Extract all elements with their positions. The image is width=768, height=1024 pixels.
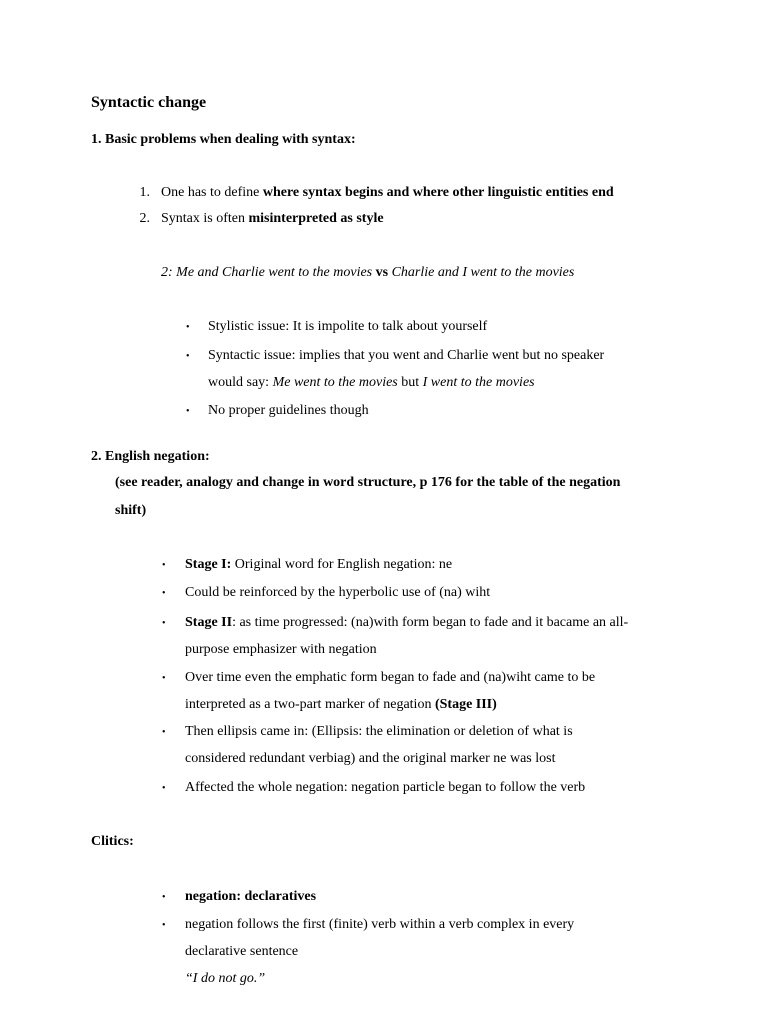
bullet-text: Affected the whole negation: negation particle began to follow the verb — [185, 780, 586, 795]
clitics-heading: Clitics: — [91, 834, 134, 849]
list-item-text: Syntax is often — [161, 211, 249, 226]
bullet-text-continuation: purpose emphasizer with negation — [185, 642, 377, 657]
bullet-icon: • — [162, 727, 166, 738]
section-2-note: shift) — [115, 503, 147, 518]
section-2-heading: 2. English negation: — [91, 449, 210, 464]
bold-span: (Stage III) — [434, 697, 497, 712]
example-vs: vs — [372, 265, 392, 280]
text-span: interpreted as a two-part marker of negation — [185, 697, 435, 712]
bullet-text: negation follows the first (finite) verb within a verb complex in every — [185, 917, 575, 932]
text-span: but — [397, 375, 423, 390]
bullet-icon: • — [162, 920, 166, 931]
bullet-icon: • — [162, 783, 166, 794]
bullet-text — [185, 614, 628, 632]
bullet-icon: • — [162, 673, 166, 684]
bullet-icon: • — [162, 618, 166, 629]
italic-span: Me went to the movies — [272, 375, 398, 390]
example-italic: Charlie and I went to the movies — [391, 265, 575, 280]
bullet-text: Stylistic issue: It is impolite to talk about yourself — [208, 319, 488, 334]
italic-span: I went to the movies — [422, 375, 535, 390]
section-2-note: (see reader, analogy and change in word structure, p 176 for the table of the negation — [115, 475, 621, 490]
bold-span: Stage I: — [185, 557, 232, 572]
bullet-text-continuation: considered redundant verbiag) and the original marker ne was lost — [185, 751, 556, 766]
section-1-heading: 1. Basic problems when dealing with syntax: — [91, 132, 356, 147]
bullet-text-continuation — [208, 374, 535, 392]
bullet-text: Then ellipsis came in: (Ellipsis: the elimination or deletion of what is — [185, 724, 573, 739]
bullet-text: negation: declaratives — [185, 889, 317, 904]
list-item-number: 1. — [139, 185, 150, 200]
bullet-icon: • — [162, 892, 166, 903]
example-sentence — [161, 264, 574, 282]
bold-span: Stage II — [185, 615, 233, 630]
bullet-text-continuation: declarative sentence — [185, 944, 299, 959]
bullet-text: No proper guidelines though — [208, 403, 369, 418]
list-item-number: 2. — [139, 211, 150, 226]
list-item — [161, 184, 614, 202]
text-span: : as time progressed: (na)with form began to fade and it bacame an all- — [232, 615, 629, 630]
example-quote: “I do not go.” — [185, 971, 266, 986]
bullet-text: Could be reinforced by the hyperbolic use of (na) wiht — [185, 585, 491, 600]
bullet-icon: • — [162, 560, 166, 571]
text-span: would say: — [208, 375, 273, 390]
bullet-icon: • — [186, 322, 190, 333]
bullet-icon: • — [186, 406, 190, 417]
document-title: Syntactic change — [91, 94, 207, 111]
bullet-text-continuation — [185, 696, 497, 714]
list-item-text: One has to define — [161, 185, 263, 200]
bullet-text — [185, 556, 452, 574]
text-span: Original word for English negation: ne — [231, 557, 453, 572]
bullet-text: Over time even the emphatic form began to fade and (na)wiht came to be — [185, 670, 596, 685]
list-item-bold-text: misinterpreted as style — [248, 211, 384, 226]
list-item — [161, 210, 384, 228]
list-item-bold-text: where syntax begins and where other linguistic entities end — [262, 185, 614, 200]
bullet-text: Syntactic issue: implies that you went and Charlie went but no speaker — [208, 348, 605, 363]
example-italic: 2: Me and Charlie went to the movies — [161, 265, 373, 280]
bullet-icon: • — [162, 588, 166, 599]
bullet-icon: • — [186, 351, 190, 362]
